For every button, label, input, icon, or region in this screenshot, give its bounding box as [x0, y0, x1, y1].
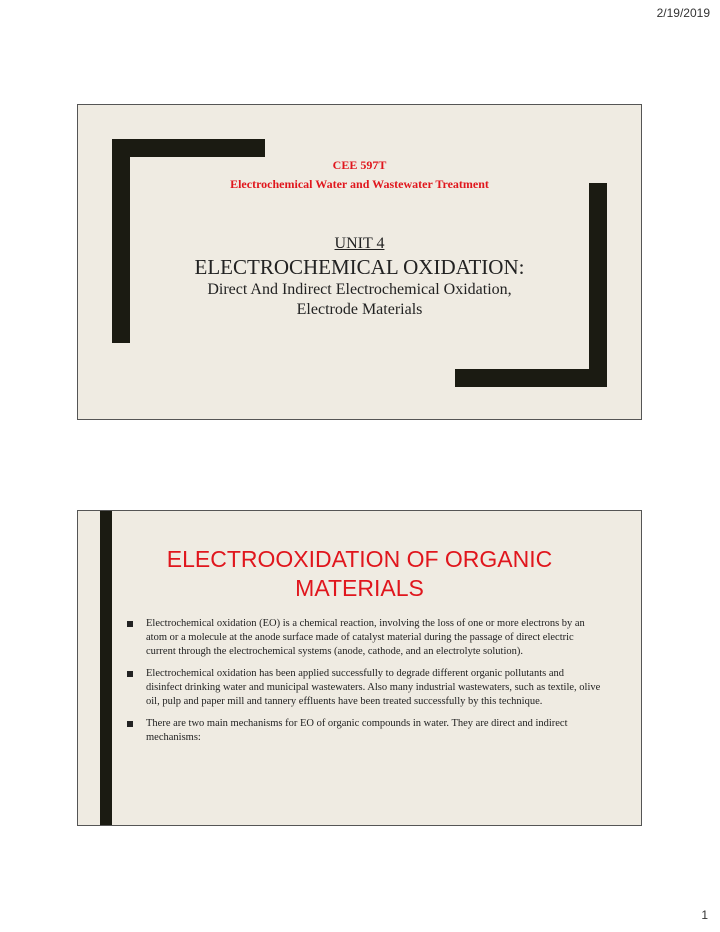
square-bullet-icon	[127, 721, 133, 727]
page-number: 1	[701, 908, 708, 922]
bullet-item	[146, 667, 601, 709]
subtitle-line-2: Electrode Materials	[296, 301, 423, 318]
bullet-text: Electrochemical oxidation (EO) is a chemical reaction, involving the loss of one or more electrons by an atom or a molecule at the anode surface made of catalyst material during the passage of direct electric current through the electrochemical systems (anode, cathode, and an electrolyte solution).	[146, 618, 585, 657]
content-slide	[77, 510, 642, 826]
corner-bracket-bottom-bar	[455, 369, 607, 387]
square-bullet-icon	[127, 671, 133, 677]
bullet-item	[146, 617, 601, 659]
bullet-item	[146, 717, 601, 745]
corner-bracket-top-bar	[112, 139, 265, 157]
bullet-list	[146, 617, 601, 753]
slide-title: ELECTROCHEMICAL OXIDATION:	[194, 255, 525, 279]
slide-heading	[108, 545, 611, 603]
slide-heading-line-1: ELECTROOXIDATION OF ORGANIC	[166, 546, 553, 572]
title-slide	[77, 104, 642, 420]
unit-label: UNIT 4	[334, 235, 385, 252]
bullet-text: There are two main mechanisms for EO of organic compounds in water. They are direct and indirect mechanisms:	[146, 718, 568, 743]
subtitle-line-1: Direct And Indirect Electrochemical Oxidation,	[207, 281, 512, 298]
course-code: CEE 597T	[332, 158, 387, 172]
slide-heading-line-2: MATERIALS	[295, 575, 424, 601]
page-date: 2/19/2019	[656, 6, 710, 20]
bullet-text: Electrochemical oxidation has been applied successfully to degrade different organic pollutants and disinfect drinking water and municipal wastewaters. Also many industrial wastewaters, such as textile, olive oil, pulp and paper mill and tannery effluents have been treated successfully by this technique.	[146, 668, 601, 707]
square-bullet-icon	[127, 621, 133, 627]
course-title: Electrochemical Water and Wastewater Treatment	[230, 177, 489, 191]
